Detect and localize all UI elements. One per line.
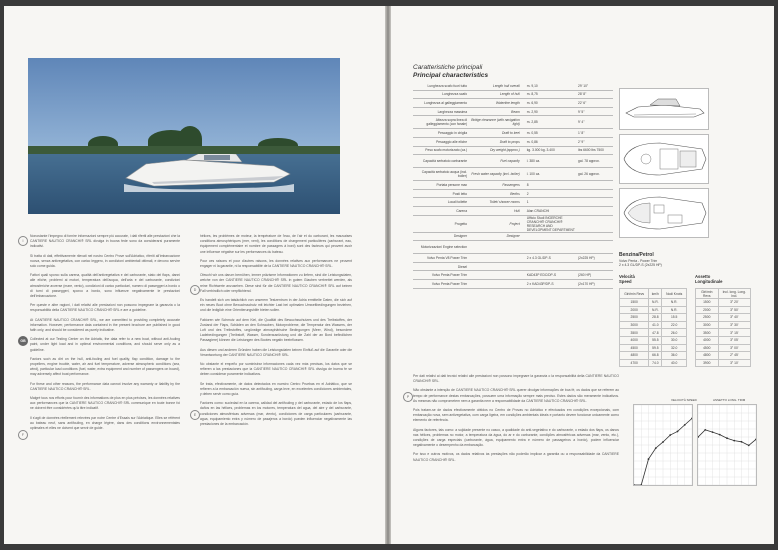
table-cell: 2° 45' xyxy=(718,352,751,360)
data-point xyxy=(677,431,679,433)
table-cell: 47.8 xyxy=(649,329,662,337)
spec-cell-en xyxy=(468,254,521,263)
table-row xyxy=(696,352,751,360)
table-row xyxy=(696,329,751,337)
paragraph: Per dati relativi ai dati tecnici relativi alle prestazioni non possono impegnare la garanzia o la responsabilità della CANTIERE NAUTICO CRANCHI® SRL. xyxy=(413,374,619,384)
trim-table xyxy=(695,288,751,367)
table-row xyxy=(620,321,687,329)
paragraph: For these and other reasons, the performance data cannot involve any warranty or liability by the CANTIERE NAUTICO CRANCHI® SRL. xyxy=(30,381,180,391)
spec-row xyxy=(413,271,613,280)
table-cell: 4000 xyxy=(620,336,649,344)
speed-chart xyxy=(633,404,693,486)
paragraph: Não obstante a intenção de CANTIERE NAUTICO CRANCHI® SRL querer divulgar informações de boa fé, os dados que se referem ao tempo de performance destas embarcações, possuem uma informação sempre mais preciso. Estes dados são meramente indicativos. As mesmas não comprometem nem a garantia nem a responsabilidade da CANTIERE NAUTICO CRANCHI® SRL. xyxy=(413,388,619,403)
spec-cell-en: Bridge clearance (with navigation light) xyxy=(468,116,521,129)
spec-cell-en xyxy=(468,271,521,280)
table-cell: 2500 xyxy=(620,314,649,322)
engine-line-1: Volvo Penta - Power Trim xyxy=(619,259,658,263)
spec-cell-v2: 22' 6" xyxy=(577,99,613,108)
notes-text xyxy=(413,374,619,467)
table-cell: 32.0 xyxy=(662,344,687,352)
spec-row xyxy=(413,181,613,190)
spec-cell-v2 xyxy=(577,198,613,207)
paragraph: Obwohl wir uns darum bemühen, immer präzisere Informationen zu liefern, sind die Leistungsdaten, welche von der CANTIERE NAUTICO CRANCHI® SRL in gutem Glauben verbreitet werden, als reine Richtwerte anzusehen. Diese sind für die CANTIERE NAUTICO CRANCHI® SRL auf keinen Fall verbindlich oder verpflichtend. xyxy=(200,273,352,293)
spec-row xyxy=(413,279,613,288)
spec-cell-it: Altezza sopra linea di galleggiamento (con fanale) xyxy=(413,116,468,129)
spec-cell-v2: (2x225 HP) xyxy=(577,254,613,263)
paragraph: Pour ces raisons et pour d'autres raisons, les données relatives aux performances ne peuvent engager ni la garantie, ni la responsabilité de la CANTIERE NAUTICO CRANCHI® SRL. xyxy=(200,258,352,269)
spec-cell-it: Locali toilette xyxy=(413,198,468,207)
spec-cell-v1: m. 6,90 xyxy=(521,99,577,108)
paragraph: At CANTIERE NAUTICO CRANCHI® SRL, we are committed to providing completely accurate information. However, performance data contained in the present brochure are published in good faith only, and should be considered as purely indicative. xyxy=(30,317,180,333)
spec-cell-v2 xyxy=(577,262,613,271)
table-row xyxy=(620,314,687,322)
table-cell: 3500 xyxy=(620,329,649,337)
spec-cell-v1: 2 x 4.3 GL/DP-S xyxy=(521,254,577,263)
table-cell: 1500 xyxy=(620,299,649,307)
spec-cell-en xyxy=(468,262,521,271)
data-point xyxy=(726,437,728,439)
table-row xyxy=(620,329,687,337)
spec-cell-it: Progetto xyxy=(413,215,468,232)
spec-row xyxy=(413,90,613,99)
lang-marker-e: E xyxy=(190,410,200,420)
spec-cell-it: Volvo Penta Power Trim xyxy=(413,271,468,280)
spec-cell-v1 xyxy=(521,232,577,241)
data-point xyxy=(704,429,706,431)
spec-cell-v1: l. 380 ca. xyxy=(521,155,577,168)
spec-row xyxy=(413,99,613,108)
spec-cell-en: Berths xyxy=(468,189,521,198)
spec-cell-en: Dry weight (approx.) xyxy=(468,146,521,155)
table-cell: 3500 xyxy=(696,329,719,337)
spec-cell-v1: m. 2,90 xyxy=(521,107,577,116)
right-column-text xyxy=(200,234,352,534)
trim-chart xyxy=(697,404,757,486)
spec-cell-v1: 2 x KAD43P/DP-S xyxy=(521,279,577,288)
table-cell: N.R. xyxy=(662,299,687,307)
table-cell: 15.5 xyxy=(662,314,687,322)
table-cell: 2500 xyxy=(696,314,719,322)
table-cell: N.R. xyxy=(662,306,687,314)
spec-cell-it: Volvo Penta Power Trim xyxy=(413,279,468,288)
spec-cell-en: Designer xyxy=(468,232,521,241)
spec-cell-v2: 1' 8" xyxy=(577,129,613,138)
spec-cell-v1 xyxy=(521,241,577,254)
data-point xyxy=(684,424,686,426)
paragraph: Alguns factores, tais como: a sujidade presente no casco, a qualidade do anti-vegetativo e do carburante, o estado dos flaps, os danos nas hélices, problemas no motor, a temperatura da água, do ar e do carburante, condições atmosféricas adversas (mar, vento, etc.), condições de carga especiais (carburante, água, equipamento extra e número de passageiros a bordo), podem influenciar negativamente o desempenho da embarcação. xyxy=(413,427,619,448)
table-cell: 59.5 xyxy=(649,344,662,352)
paragraph: Faktoren wie Schmutz auf dem Kiel, die Qualität des Bewuchsschutzes und des Treibstoffes, der Zustand der Flaps, Schäden an den Schrauben, Motorprobleme, die Temperatur des Wassers, der Luft und des Treibstoffes, ungünstige atmosphärische Bedingungen (Meer, Wind), besondere Ladebedingungen (Treibstoff, Wasser, Sonderausrüstung und die Zahl der an Bord befindlichen Passagiere) können die Leistungen des Bootes negativ beeinflussen. xyxy=(200,317,352,343)
table-cell: 3000 xyxy=(696,321,719,329)
spec-cell-v1: m. 8,75 xyxy=(521,90,577,99)
boat-interior-plan xyxy=(619,188,709,238)
spec-cell-it: Posti letto xyxy=(413,189,468,198)
table-header-cell: Incl. long. Long. Incl. xyxy=(718,289,751,299)
spec-cell-v2: 28' 8" xyxy=(577,90,613,99)
spec-cell-v1: 2 xyxy=(521,189,577,198)
table-cell: 1500 xyxy=(696,299,719,307)
spec-cell-v2 xyxy=(577,189,613,198)
spec-cell-it: Pescaggio alle eliche xyxy=(413,137,468,146)
data-point xyxy=(655,447,657,449)
chart1-label: VELOCITÀ SPEED xyxy=(671,398,697,402)
left-column-text xyxy=(30,234,180,534)
spec-row xyxy=(413,129,613,138)
spec-row xyxy=(413,116,613,129)
trim-chart-svg xyxy=(698,405,756,485)
spec-cell-v2 xyxy=(577,206,613,215)
spec-cell-it: Lunghezza scafo fuori tutto xyxy=(413,82,468,90)
table-cell: 41.0 xyxy=(649,321,662,329)
table-cell: 36.0 xyxy=(662,352,687,360)
spec-cell-v1: kg. 3.000 kg. 3.400 xyxy=(521,146,577,155)
paragraph: Factors such as dirt on the hull, anti-fouling and fuel quality, flap condition, damage to the propellers, engine trouble, water, air and fuel temperature, adverse atmospheric conditions (sea, wind), particular load conditions (fuel, water, extra equipment and number of passengers on board), may adversely affect boat performance. xyxy=(30,356,180,377)
spec-cell-en: Waterline length xyxy=(468,99,521,108)
specs-title-it: Caratteristiche principali xyxy=(413,64,483,71)
spec-cell-it: Designer xyxy=(413,232,468,241)
table-cell: 40.0 xyxy=(662,359,687,367)
engine-info xyxy=(619,252,662,267)
spec-cell-en: Draft to keel xyxy=(468,129,521,138)
spec-row xyxy=(413,215,613,232)
table-cell: 2000 xyxy=(696,306,719,314)
spec-row xyxy=(413,232,613,241)
specs-title xyxy=(413,64,488,80)
table-cell: 4000 xyxy=(696,336,719,344)
spec-cell-it: Portata persone max xyxy=(413,181,468,190)
table-cell: 55.5 xyxy=(649,336,662,344)
lang-marker-p: P xyxy=(403,392,413,402)
lang-marker-gb: GB xyxy=(18,336,28,346)
data-point xyxy=(712,431,714,433)
data-point xyxy=(634,484,635,485)
spec-cell-en: Draft to props xyxy=(468,137,521,146)
specs-table xyxy=(413,82,613,289)
boat-illustration xyxy=(124,154,294,192)
table-header-cell: Nodi Knots xyxy=(662,289,687,299)
spec-cell-v1 xyxy=(521,262,577,271)
spec-cell-v1: Alan CRANCHI xyxy=(521,206,577,215)
spec-cell-en: Fuel capacity xyxy=(468,155,521,168)
paragraph: Il s'agit de données réellement relevées par notre Centre d'Essais sur l'Adriatique. Elles se réfèrent au bateau neuf, sans antifouling, en charge légère, dans des conditions environnementales optimales et elles ne doivent que servir de guide. xyxy=(30,415,180,431)
boat-photo xyxy=(28,58,340,214)
table-cell: 3900 xyxy=(696,359,719,367)
spec-cell-v2: gal. 78 approx. xyxy=(577,155,613,168)
trim-heading-en: Longitudinale xyxy=(695,279,723,284)
data-point xyxy=(648,458,650,460)
table-cell: 4500 xyxy=(696,344,719,352)
spec-row xyxy=(413,107,613,116)
spec-row xyxy=(413,241,613,254)
spec-cell-v2 xyxy=(577,181,613,190)
speed-table xyxy=(619,288,687,367)
data-point xyxy=(669,434,671,436)
table-row xyxy=(620,299,687,307)
table-row xyxy=(696,306,751,314)
table-row xyxy=(696,321,751,329)
table-cell: 66.8 xyxy=(649,352,662,360)
spec-cell-it: Motorizzazioni Engine selection xyxy=(413,241,468,254)
table-cell: N.R. xyxy=(649,299,662,307)
data-point xyxy=(719,434,721,436)
trim-heading xyxy=(695,274,722,284)
spec-cell-it: Capacità serbatoio carburante xyxy=(413,155,468,168)
spec-cell-it: Lunghezza scafo xyxy=(413,90,468,99)
table-row xyxy=(620,344,687,352)
table-cell: 28.8 xyxy=(649,314,662,322)
data-point xyxy=(733,440,735,442)
spec-cell-v1: 8 xyxy=(521,181,577,190)
paragraph: Malgré tous nos efforts pour fournir des informations de plus en plus précises, les données relatives aux performances que la CANTIERE NAUTICO CRANCHI® SRL communique en toute bonne foi ne doivent être considérées qu'à titre indicatif. xyxy=(30,396,180,411)
spec-cell-v2: 9' 4" xyxy=(577,116,613,129)
spec-cell-it: Pescaggio in chiglia xyxy=(413,129,468,138)
spec-row xyxy=(413,189,613,198)
spec-row xyxy=(413,168,613,181)
lang-marker-d: D xyxy=(190,285,200,295)
table-cell: 3° 15' xyxy=(718,329,751,337)
data-point xyxy=(640,484,642,485)
table-row xyxy=(696,299,751,307)
trim-heading-it: Assetto xyxy=(695,274,711,279)
table-row xyxy=(620,336,687,344)
spec-cell-v2: (2x170 HP) xyxy=(577,279,613,288)
spec-cell-v1: m. 0,55 xyxy=(521,129,577,138)
table-cell: 3° 50' xyxy=(718,306,751,314)
table-cell: 74.0 xyxy=(649,359,662,367)
table-cell: 4800 xyxy=(620,352,649,360)
spec-cell-it: Larghezza massima xyxy=(413,107,468,116)
lang-marker-f: F xyxy=(18,430,28,440)
speed-chart-svg xyxy=(634,405,692,485)
paragraph: Fattori quali sporco sulla carena, qualità dell'antivegetativa e del carburante, stato dei flaps, danni alle eliche, problemi ai motori, temperatura dell'acqua, dell'aria e del carburante, condizioni atmosferiche avverse (mare, vento), condizioni di carico particolari, numero di passeggeri a bordo o di turni di passeggeri, sporco a bordo, sono influenze negativamente le prestazioni dell'imbarcazione. xyxy=(30,273,180,299)
table-cell: 3° 00' xyxy=(718,344,751,352)
spec-cell-v1: l. 100 ca. xyxy=(521,168,577,181)
table-cell: 3° 10' xyxy=(718,359,751,367)
spec-cell-it: Lunghezza al galleggiamento xyxy=(413,99,468,108)
spec-cell-v2: lbs 6600 lbs 7500 xyxy=(577,146,613,155)
spec-cell-en: Hull xyxy=(468,206,521,215)
table-row xyxy=(696,359,751,367)
spec-cell-it: Peso scafo motorizzato (ca.) xyxy=(413,146,468,155)
table-cell: 3000 xyxy=(620,321,649,329)
table-cell: 26.0 xyxy=(662,329,687,337)
paragraph: Por isso e outros motivos, os dados relativos às prestações não poderão implicar a garantia ou a responsabilidade da CANTIERE NAUTICO CRANCHI® SRL. xyxy=(413,452,619,462)
table-row xyxy=(620,359,687,367)
left-page xyxy=(4,6,385,544)
spec-row xyxy=(413,254,613,263)
spec-cell-en: Passengers xyxy=(468,181,521,190)
boat-deck-plan xyxy=(619,134,709,184)
spec-row xyxy=(413,155,613,168)
table-header-row xyxy=(696,289,751,299)
speed-heading-en: Speed xyxy=(619,279,632,284)
spec-cell-v1: m. 2,85 xyxy=(521,116,577,129)
table-row xyxy=(620,306,687,314)
spec-cell-v1: m. 9,10 xyxy=(521,82,577,90)
engine-heading: Benzina/Petrol xyxy=(619,252,654,258)
spec-row xyxy=(413,262,613,271)
paragraph: Si tratta di dati, effettivamente rilevati nel nostro Centro Prove sull'Adriatico, riferiti all'imbarcazione nuova, senza antivegetativa, con carico leggero, in condizioni ambientali ottimali, e devono servire solo come guida. xyxy=(30,253,180,269)
spec-cell-en: Beam xyxy=(468,107,521,116)
spec-cell-v1: Ufficio Studi INGERCHE CRANCHI® CRANCHI® RESEARCH AND DEVELOPMENT DEPARTMENT xyxy=(521,215,577,232)
spec-row xyxy=(413,82,613,90)
table-cell: 3° 20' xyxy=(718,299,751,307)
table-row xyxy=(696,344,751,352)
spec-cell-v1: 1 xyxy=(521,198,577,207)
table-cell: 3° 40' xyxy=(718,314,751,322)
spec-cell-v2: gal. 26 approx. xyxy=(577,168,613,181)
paragraph: hélices, les problèmes de moteur, la température de l'eau, de l'air et du carburant, les mauvaises conditions atmosphériques (mer, vent), les conditions de chargement particulières (carburant, eau, équipement complémentaire et nombre de passagers à bord) sont des facteurs qui peuvent avoir une influence négative sur les performances du bateau. xyxy=(200,234,352,254)
table-cell: 30.0 xyxy=(662,336,687,344)
spec-cell-en xyxy=(468,279,521,288)
spec-cell-v2: (260 HP) xyxy=(577,271,613,280)
table-header-row xyxy=(620,289,687,299)
spec-cell-it: Carena xyxy=(413,206,468,215)
data-point xyxy=(662,441,664,443)
spec-cell-en: Length of hull xyxy=(468,90,521,99)
spec-cell-en: Project xyxy=(468,215,521,232)
data-point xyxy=(741,441,743,443)
spec-cell-it: Diesel xyxy=(413,262,468,271)
spec-row xyxy=(413,206,613,215)
spec-cell-v2 xyxy=(577,215,613,232)
spec-cell-en: Fresh water capacity (incl. boiler) xyxy=(468,168,521,181)
table-cell: N.R. xyxy=(649,306,662,314)
right-page xyxy=(391,6,774,544)
table-row xyxy=(620,352,687,360)
table-header-cell: Giri/min Revs xyxy=(620,289,649,299)
paragraph: Nonostante l'impegno di fornire informazioni sempre più accurate, i dati riferiti alle prestazioni che la CANTIERE NAUTICO CRANCHI® SRL divulga in buona fede sono da considerarsi puramente indicativi. xyxy=(30,234,180,249)
spec-cell-it: Volvo Penta V8 Power Trim xyxy=(413,254,468,263)
spec-row xyxy=(413,137,613,146)
paragraph: Se trata, efectivamente, de datos detectados en nuestro Centro Pruebas en el Adriático, que se refieren a la embarcación nueva, sin antifouling, carga leve, en excelentes condiciones ambientales, y deben servir como guía. xyxy=(200,381,352,397)
spec-cell-v2 xyxy=(577,232,613,241)
table-cell: 3° 05' xyxy=(718,336,751,344)
table-cell: 3° 30' xyxy=(718,321,751,329)
spec-cell-v2 xyxy=(577,241,613,254)
boat-side-view xyxy=(619,88,709,130)
paragraph: Aus diesen und anderen Gründen haben die Leistungsdaten keinen Einfluß auf die Garantie oder die Verantwortung der CANTIERE NAUTICO CRANCHI® SRL. xyxy=(200,347,352,357)
spec-cell-en: Length hull overall xyxy=(468,82,521,90)
table-row xyxy=(696,336,751,344)
table-cell: 2000 xyxy=(620,306,649,314)
spec-cell-v2: 2' 9" xyxy=(577,137,613,146)
paragraph: Es handelt sich um tatsächlich von unserem Testzentrum in der Adria ermittelte Daten, die sich auf ein neues Boot ohne Bewuchsschutz mit leichter Last bei optimalen Umweltbedingungen beziehen, und die lediglich eine Orientierungshilfe bieten sollen. xyxy=(200,298,352,313)
paragraph: No obstante el empeño por suministrar informaciones cada vez más precisas, los datos que se refieren a las prestaciones que la CANTIERE NAUTICO CRANCHI® SRL divulga de buena fe se deben considerar puramente indicativos. xyxy=(200,362,352,377)
spec-cell-v1: KAD43P EDC/DP-S xyxy=(521,271,577,280)
spec-row xyxy=(413,146,613,155)
table-cell: 4500 xyxy=(620,344,649,352)
paragraph: Pois tratam-se de dados efectivamente obtidos no Centro de Provas no Adriático e efectuados em condições excepcionais, com embarcação nova, sem antivegetativa, com carga ligeira, em condições ambientais ideais e portanto devem funcionar unicamente como elemento de referência. xyxy=(413,408,619,423)
table-cell: 4700 xyxy=(620,359,649,367)
spec-cell-en xyxy=(468,241,521,254)
spec-cell-en: Toilet/ shower rooms xyxy=(468,198,521,207)
lang-marker-it: I xyxy=(18,236,28,246)
speed-heading xyxy=(619,274,635,284)
spec-cell-v2: 9' 5" xyxy=(577,107,613,116)
table-cell: 22.0 xyxy=(662,321,687,329)
specs-title-en: Principal characteristics xyxy=(413,72,489,79)
spec-cell-it: Capacità serbatoio acqua (incl. boiler) xyxy=(413,168,468,181)
chart2-label: ASSETTO LONG. TRIM xyxy=(713,398,746,402)
spec-cell-v1: m. 0,86 xyxy=(521,137,577,146)
spec-cell-v2: 29' 10" xyxy=(577,82,613,90)
table-cell: 4800 xyxy=(696,352,719,360)
data-point xyxy=(748,445,750,447)
spec-row xyxy=(413,198,613,207)
paragraph: Collected at our Testing Center on the Adriatic, the data refer to a new boat, without anti-fouling paint, under light load and in optimal environmental conditions, and should serve only as a guideline. xyxy=(30,337,180,352)
paragraph: Per queste e altre ragioni, i dati relativi alle prestazioni non possono impegnare la garanzia o la responsabilità della CANTIERE NAUTICO CRANCHI® SRL e are a guideline. xyxy=(30,303,180,313)
table-row xyxy=(696,314,751,322)
speed-heading-it: Velocità xyxy=(619,274,635,279)
paragraph: Factores como: suciedad en la carena, calidad del antifouling y del carburante, estado de los flaps, daños en las hélices, problemas en los motores, temperatura del agua, del aire y del carburante, condiciones atmosféricas adversas (mar, viento), condiciones de carga particulares (carburante, agua, equipamiento extra y número de pasajeros a bordo) pueden influenciar negativamente las prestaciones de la embarcación. xyxy=(200,401,352,427)
table-header-cell: km/h xyxy=(649,289,662,299)
engine-line-2: 2 x 4.3 GL/DP-S (2x225 HP) xyxy=(619,263,662,267)
table-header-cell: Giri/min Revs xyxy=(696,289,719,299)
